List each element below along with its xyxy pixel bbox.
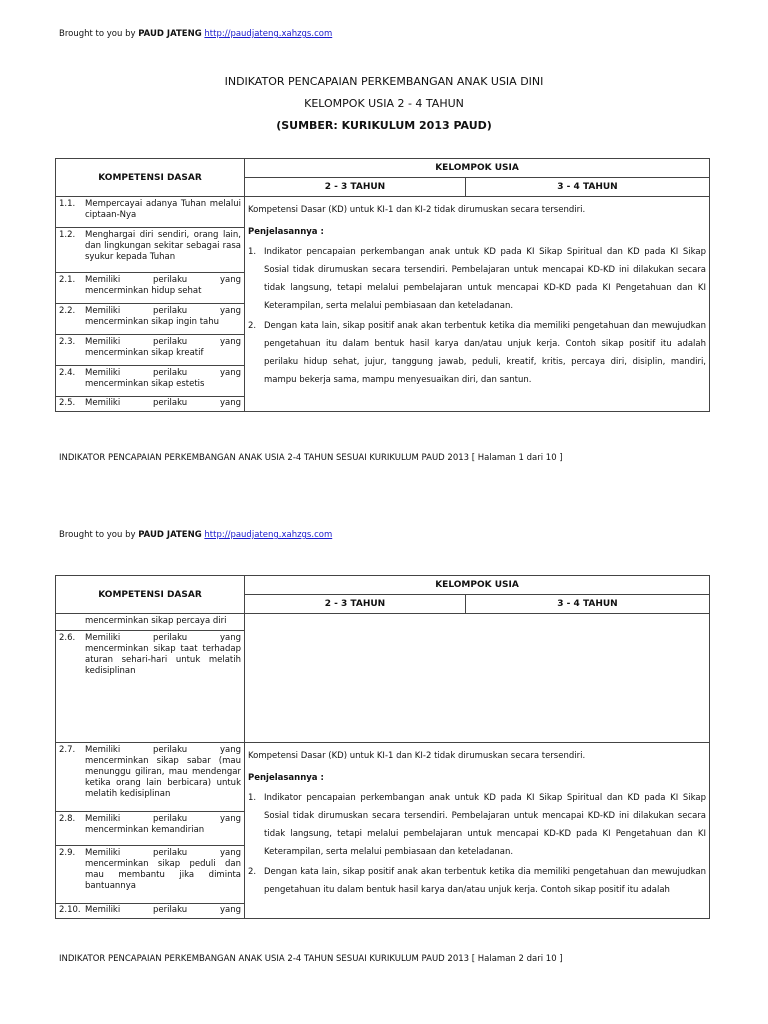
kd-2-3: 2.3. Memiliki perilaku yang mencerminkan sikap kreatif — [56, 335, 245, 366]
brand-name: PAUD JATENG — [138, 29, 202, 39]
kd-2-9: 2.9. Memiliki perilaku yang mencerminkan sikap peduli dan mau membantu jika diminta bantuannya — [56, 846, 245, 904]
age-2-3-header: 2 - 3 TAHUN — [245, 595, 466, 614]
age-3-4-header: 3 - 4 TAHUN — [466, 178, 710, 197]
group-header: KELOMPOK USIA — [245, 576, 710, 595]
age-3-4-header: 3 - 4 TAHUN — [466, 595, 710, 614]
kd-2-2: 2.2. Memiliki perilaku yang mencerminkan sikap ingin tahu — [56, 304, 245, 335]
kd-1-1: 1.1. Mempercayai adanya Tuhan melalui ciptaan-Nya — [56, 197, 245, 228]
brand-name: PAUD JATENG — [138, 530, 202, 540]
title-line-1: INDIKATOR PENCAPAIAN PERKEMBANGAN ANAK USIA DINI — [224, 75, 544, 88]
desc-item-1: 1. Indikator pencapaian perkembangan anak untuk KD pada KI Sikap Spiritual dan KD pada KI Sikap Sosial tidak dirumuskan secara tersendiri. Pembelajaran untuk mencapai KD-KD ini dilakukan secara tidak langsung, tetapi melalui pembelajaran untuk mencapai KD-KD pada KI Pengetahuan dan KI Keterampilan, serta melalui pembiasaan dan keteladanan. — [248, 247, 707, 311]
kd-description-2 — [245, 743, 710, 919]
title-line-2: KELOMPOK USIA 2 - 4 TAHUN — [304, 97, 464, 110]
document-title — [0, 74, 768, 140]
title-line-3: (SUMBER: KURIKULUM 2013 PAUD) — [276, 119, 492, 132]
desc-list — [248, 789, 706, 899]
kd-2-8: 2.8. Memiliki perilaku yang mencerminkan kemandirian — [56, 812, 245, 846]
kd-2-5-continued: mencerminkan sikap percaya diri — [56, 614, 245, 631]
kd-2-7: 2.7. Memiliki perilaku yang mencerminkan sikap sabar (mau menunggu giliran, mau mendengar ketika orang lain berbicara) untuk melatih kedisiplinan — [56, 743, 245, 812]
desc-item-1: 1. Indikator pencapaian perkembangan anak untuk KD pada KI Sikap Spiritual dan KD pada KI Sikap Sosial tidak dirumuskan secara tersendiri. Pembelajaran untuk mencapai KD-KD ini dilakukan secara tidak langsung, tetapi melalui pembelajaran untuk mencapai KD-KD pada KI Pengetahuan dan KI Keterampilan, serta melalui pembiasaan dan keteladanan. — [248, 793, 707, 857]
brought-prefix: Brought to you by — [59, 530, 139, 540]
kd-2-10: 2.10. Memiliki perilaku yang — [56, 904, 245, 919]
indicator-table-page-2 — [55, 575, 710, 919]
desc-intro: Kompetensi Dasar (KD) untuk KI-1 dan KI-2 tidak dirumuskan secara tersendiri. — [248, 751, 586, 761]
brought-to-you-header-2 — [59, 530, 332, 540]
kd-description — [245, 197, 710, 412]
kd-2-1: 2.1. Memiliki perilaku yang mencerminkan hidup sehat — [56, 273, 245, 304]
kd-header: KOMPETENSI DASAR — [56, 576, 245, 614]
page-footer-2: INDIKATOR PENCAPAIAN PERKEMBANGAN ANAK USIA 2-4 TAHUN SESUAI KURIKULUM PAUD 2013 [ Halaman 2 dari 10 ] — [59, 954, 563, 964]
desc-item-2: 2. Dengan kata lain, sikap positif anak akan terbentuk ketika dia memiliki pengetahuan dan mewujudkan pengetahuan itu dalam bentuk hasil karya dan/atau unjuk kerja. Contoh sikap positif itu adalah — [248, 867, 707, 895]
brought-to-you-header — [59, 29, 332, 39]
desc-item-2: 2. Dengan kata lain, sikap positif anak akan terbentuk ketika dia memiliki pengetahuan dan mewujudkan pengetahuan itu dalam bentuk hasil karya dan/atau unjuk kerja. Contoh sikap positif itu adalah perilaku hidup sehat, jujur, tanggung jawab, peduli, kreatif, kritis, percaya diri, disiplin, mandiri, mampu bekerja sama, mampu menyesuaikan diri, dan santun. — [248, 321, 707, 385]
desc-intro: Kompetensi Dasar (KD) untuk KI-1 dan KI-2 tidak dirumuskan secara tersendiri. — [248, 205, 586, 215]
desc-penjelasan: Penjelasannya : — [248, 773, 324, 783]
brought-prefix: Brought to you by — [59, 29, 139, 39]
site-link[interactable]: http://paudjateng.xahzgs.com — [204, 29, 333, 39]
kd-1-2: 1.2. Menghargai diri sendiri, orang lain, dan lingkungan sekitar sebagai rasa syukur kepada Tuhan — [56, 228, 245, 273]
empty-age-cell — [245, 614, 710, 743]
page-footer-1: INDIKATOR PENCAPAIAN PERKEMBANGAN ANAK USIA 2-4 TAHUN SESUAI KURIKULUM PAUD 2013 [ Halaman 1 dari 10 ] — [59, 453, 563, 463]
indicator-table-page-1 — [55, 158, 710, 412]
desc-penjelasan: Penjelasannya : — [248, 227, 324, 237]
kd-2-5: 2.5. Memiliki perilaku yang — [56, 397, 245, 412]
kd-2-6: 2.6. Memiliki perilaku yang mencerminkan sikap taat terhadap aturan sehari-hari untuk melatih kedisiplinan — [56, 631, 245, 743]
kd-header: KOMPETENSI DASAR — [56, 159, 245, 197]
group-header: KELOMPOK USIA — [245, 159, 710, 178]
site-link[interactable]: http://paudjateng.xahzgs.com — [204, 530, 333, 540]
kd-2-4: 2.4. Memiliki perilaku yang mencerminkan sikap estetis — [56, 366, 245, 397]
age-2-3-header: 2 - 3 TAHUN — [245, 178, 466, 197]
desc-list — [248, 243, 706, 389]
